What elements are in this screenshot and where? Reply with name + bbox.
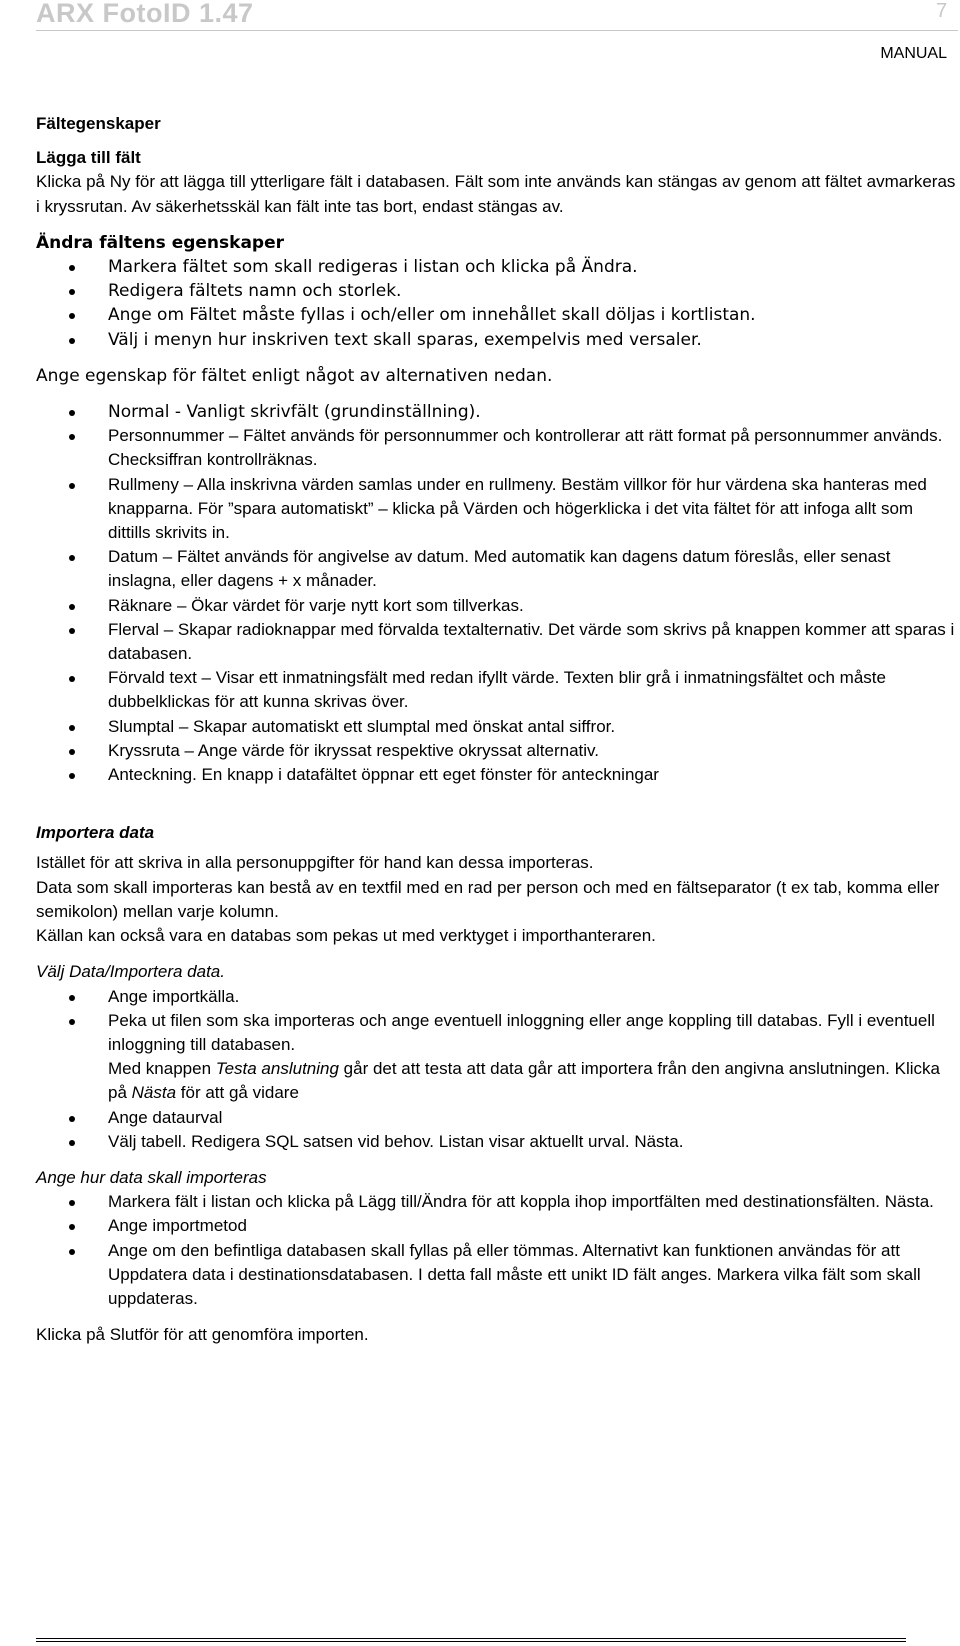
page-number: 7 — [936, 0, 948, 22]
import-steps-list — [36, 985, 956, 1154]
list-item: Ange om den befintliga databasen skall fyllas på eller tömmas. Alternativt kan funktionen användas för att Uppdatera data i destinationsdatabasen. I detta fall måste ett unikt ID fält anges. Markera vilka fält som skall uppdateras. — [36, 1239, 956, 1312]
subheading-edit-properties: Ändra fältens egenskaper — [36, 232, 285, 253]
list-item: Anteckning. En knapp i datafältet öppnar ett eget fönster för anteckningar — [36, 763, 956, 787]
footer-divider — [36, 1638, 906, 1639]
page-header — [0, 0, 960, 70]
list-item: Rullmeny – Alla inskrivna värden samlas under en rullmeny. Bestäm villkor för hur värdena ska hanteras med knapparna. För ”spara automatiskt” – klicka på Värden och högerklicka i det vita fältet för att infoga allt som dittills skrivits in. — [36, 473, 956, 546]
list-item: Ange importkälla. — [36, 985, 956, 1009]
button-name-next: Nästa — [131, 1083, 177, 1103]
list-item — [36, 1009, 956, 1106]
section-heading-field-properties: Fältegenskaper — [36, 114, 161, 133]
subheading-how-import: Ange hur data skall importeras — [36, 1167, 267, 1187]
footer-divider-secondary — [36, 1641, 906, 1642]
step-text: för att gå vidare — [176, 1083, 299, 1103]
list-item: Ange importmetod — [36, 1214, 956, 1238]
list-item: Kryssruta – Ange värde för ikryssat respektive okryssat alternativ. — [36, 739, 956, 763]
list-item: Datum – Fältet används för angivelse av datum. Med automatik kan dagens datum föreslås, eller senast inslagna, eller dagens + x månader. — [36, 545, 956, 593]
step-text: Peka ut filen som ska importeras och ange eventuell inloggning eller ange koppling till databas. Fyll i eventuell inloggning till databasen. — [108, 1010, 935, 1054]
paragraph-import-intro-3: Källan kan också vara en databas som pekas ut med verktyget i importhanteraren. — [36, 926, 656, 946]
list-item: Välj i menyn hur inskriven text skall sparas, exempelvis med versaler. — [36, 328, 956, 352]
manual-label: MANUAL — [880, 45, 947, 62]
paragraph-import-intro-2: Data som skall importeras kan bestå av en textfil med en rad per person och med en fältseparator (t ex tab, komma eller semikolon) mellan varje kolumn. — [36, 877, 940, 921]
document-body — [36, 112, 956, 1347]
paragraph-finish: Klicka på Slutför för att genomföra importen. — [36, 1325, 369, 1345]
list-item: Personnummer – Fältet används för personnummer och kontrollerar att rätt format på personnummer används. Checksiffran kontrollräknas. — [36, 424, 956, 472]
list-item: Redigera fältets namn och storlek. — [36, 279, 956, 303]
list-item: Ange om Fältet måste fyllas i och/eller om innehållet skall döljas i kortlistan. — [36, 303, 956, 327]
button-name-test-connection: Testa anslutning — [215, 1059, 339, 1079]
section-heading-import-data: Importera data — [36, 823, 155, 843]
step-text: går det att testa att data går att importera från den angivna anslutningen. Klicka på — [108, 1059, 940, 1103]
document-title: ARX FotoID 1.47 — [36, 0, 254, 28]
list-item: Räknare – Ökar värdet för varje nytt kort som tillverkas. — [36, 594, 956, 618]
paragraph-add-field: Klicka på Ny för att lägga till ytterligare fält i databasen. Fält som inte används kan stängas av genom att fältet avmarkeras i kryssrutan. Av säkerhetsskäl kan fält inte tas bort, endast stängas av. — [36, 172, 956, 216]
menu-path: Välj Data/Importera data. — [36, 962, 225, 982]
header-divider — [36, 30, 958, 31]
paragraph-import-intro-1: Istället för att skriva in alla personuppgifter för hand kan dessa importeras. — [36, 853, 594, 873]
list-item: Välj tabell. Redigera SQL satsen vid behov. Listan visar aktuellt urval. Nästa. — [36, 1130, 956, 1154]
edit-properties-list — [36, 255, 956, 352]
subheading-add-field: Lägga till fält — [36, 148, 141, 168]
paragraph-choose-property: Ange egenskap för fältet enligt något av alternativen nedan. — [36, 365, 553, 386]
field-types-list — [36, 400, 956, 787]
list-item: Slumptal – Skapar automatiskt ett slumptal med önskat antal siffror. — [36, 715, 956, 739]
list-item: Markera fältet som skall redigeras i listan och klicka på Ändra. — [36, 255, 956, 279]
list-item: Markera fält i listan och klicka på Lägg till/Ändra för att koppla ihop importfälten med destinationsfälten. Nästa. — [36, 1190, 956, 1214]
how-import-list — [36, 1190, 956, 1311]
list-item: Normal - Vanligt skrivfält (grundinställning). — [36, 400, 956, 424]
list-item: Ange dataurval — [36, 1106, 956, 1130]
list-item: Flerval – Skapar radioknappar med förvalda textalternativ. Det värde som skrivs på knappen kommer att sparas i databasen. — [36, 618, 956, 666]
list-item: Förvald text – Visar ett inmatningsfält med redan ifyllt värde. Texten blir grå i inmatningsfältet och måste dubbelklickas för att kunna skrivas över. — [36, 666, 956, 714]
step-text: Med knappen — [108, 1059, 216, 1079]
